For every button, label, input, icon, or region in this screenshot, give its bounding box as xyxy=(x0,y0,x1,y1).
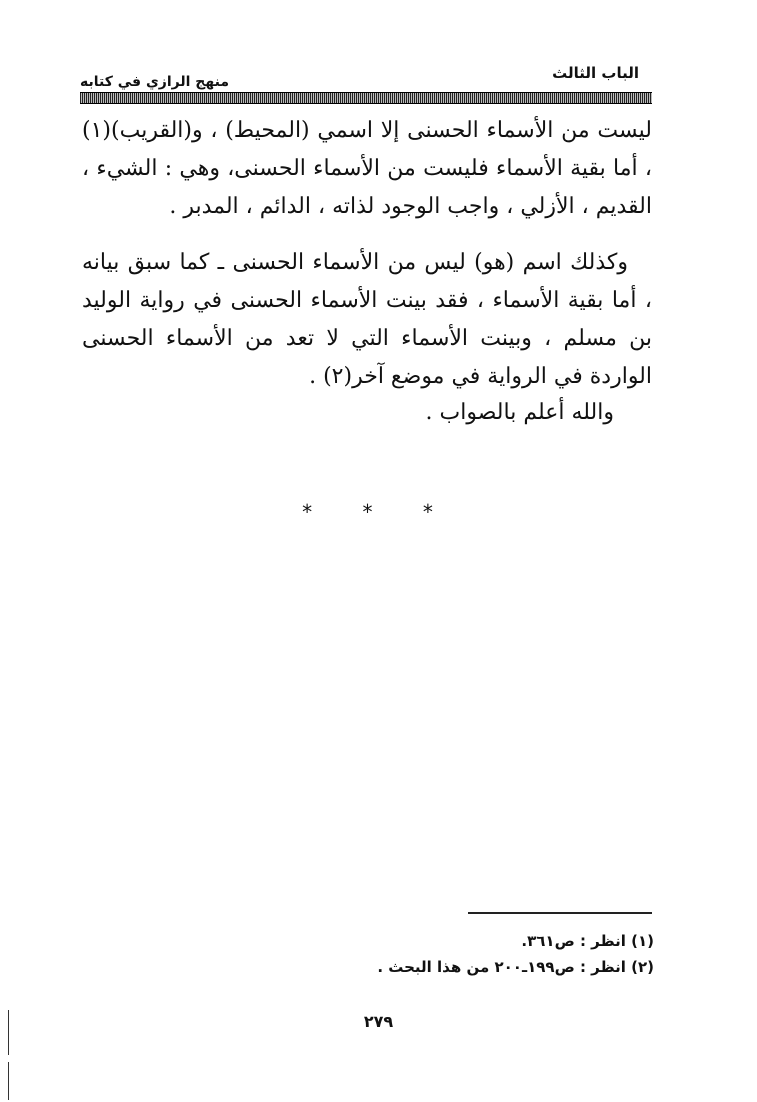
header-rule xyxy=(80,92,652,104)
paragraph-1: ليست من الأسماء الحسنى إلا اسمي (المحيط) ، و(القريب)(١) ، أما بقية الأسماء فليست من الأسماء الحسنى، وهي : الشيء ، القديم ، الأزلي ، واجب الوجود لذاته ، الدائم ، المدبر . xyxy=(82,118,652,219)
scan-edge-mark xyxy=(8,1062,9,1100)
book-title-header: منهج الرازي في كتابه xyxy=(80,74,229,90)
footnotes xyxy=(377,928,654,980)
section-separator: * * * xyxy=(302,500,455,524)
footnote-2: (٢) انظر : ص١٩٩ـ٢٠٠ من هذا البحث . xyxy=(377,958,654,976)
footnote-rule xyxy=(468,912,652,914)
body-text xyxy=(82,112,652,396)
page-number: ٢٧٩ xyxy=(363,1012,394,1031)
closing-line: والله أعلم بالصواب . xyxy=(425,400,614,425)
scan-edge-mark xyxy=(8,1010,9,1055)
footnote-1: (١) انظر : ص٣٦١. xyxy=(521,932,654,950)
chapter-header: الباب الثالث xyxy=(552,64,639,82)
paragraph-2: وكذلك اسم (هو) ليس من الأسماء الحسنى ـ كما سبق بيانه ، أما بقية الأسماء ، فقد بينت الأسماء الحسنى في رواية الوليد بن مسلم ، وبينت الأسماء التي لا تعد من الأسماء الحسنى الواردة في الرواية في موضع آخر(٢) . xyxy=(82,250,652,389)
